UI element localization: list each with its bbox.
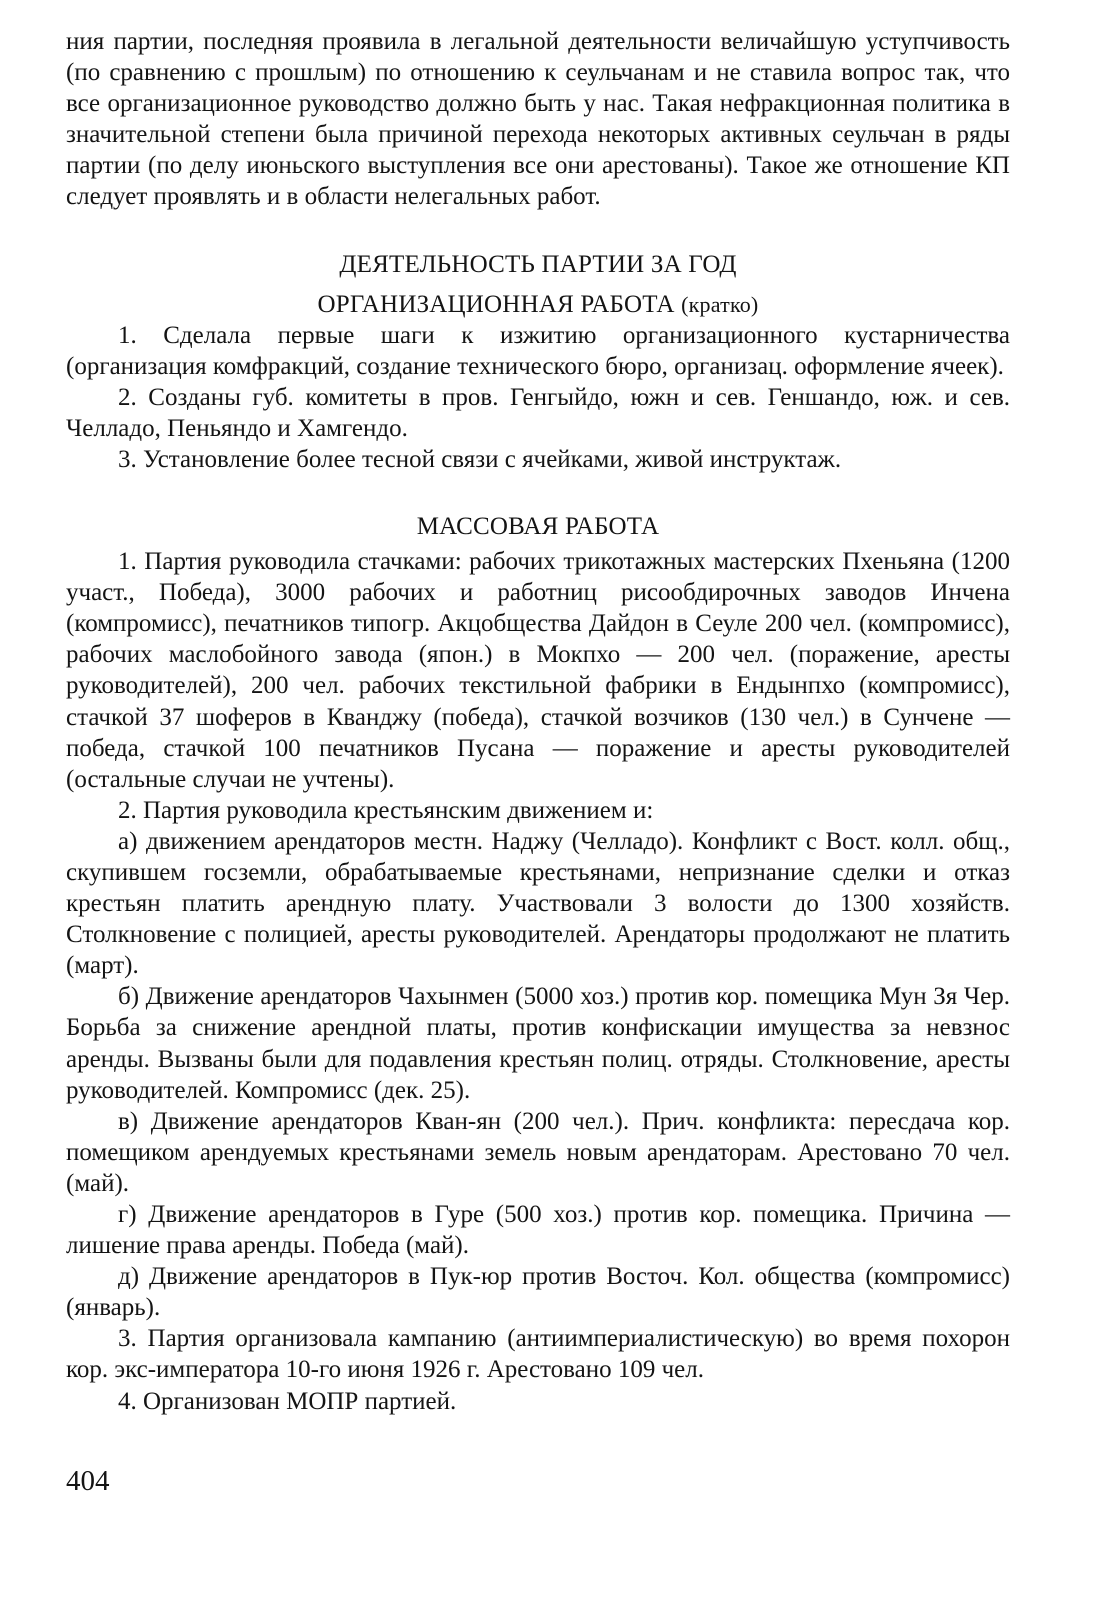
mass-work-item-3: 3. Партия организовала кампанию (антиимпериалистическую) во время похорон кор. экс-императора 10-го июня 1926 г. Арестовано 109 чел. <box>66 1325 1010 1384</box>
org-work-heading-text: ОРГАНИЗАЦИОННАЯ РАБОТА <box>317 290 675 318</box>
mass-work-item-2b: б) Движение арендаторов Чахынмен (5000 хоз.) против кор. помещика Мун Зя Чер. Борьба за снижение арендной платы, против конфискации имущества за невзнос аренды. Вызваны были для подавления крестьян полиц. отряды. Столкновение, аресты руководителей. Компромисс (дек. 25). <box>66 983 1010 1104</box>
org-work-item-3: 3. Установление более тесной связи с ячейками, живой инструктаж. <box>118 445 842 473</box>
section-title: ДЕЯТЕЛЬНОСТЬ ПАРТИИ ЗА ГОД <box>339 250 737 278</box>
mass-work-item-2: 2. Партия руководила крестьянским движением и: <box>118 796 654 824</box>
org-work-item-2: 2. Созданы губ. комитеты в пров. Генгыйдо, южн и сев. Геншандо, юж. и сев. Челладо, Пеньяндо и Хамгендо. <box>66 383 1010 442</box>
mass-work-item-4: 4. Организован МОПР партией. <box>118 1387 457 1415</box>
intro-paragraph: ния партии, последняя проявила в легальной деятельности величайшую уступчивость (по сравнению с прошлым) по отношению к сеульчанам и не ставила вопрос так, что все организационное руководство должно быть у нас. Такая нефракционная политика в значительной степени была причиной перехода некоторых активных сеульчан в ряды партии (по делу июньского выступления все они арестованы). Такое же отношение КП следует проявлять и в области нелегальных работ. <box>66 28 1010 211</box>
page-number: 404 <box>66 1465 110 1497</box>
mass-work-heading: МАССОВАЯ РАБОТА <box>416 513 660 541</box>
document-page <box>66 26 1010 1417</box>
org-work-heading <box>66 289 1010 320</box>
mass-work-item-2c: в) Движение арендаторов Кван-ян (200 чел.). Прич. конфликта: пересдача кор. помещиком арендуемых крестьянами земель новым арендаторам. Арестовано 70 чел. (май). <box>66 1107 1010 1197</box>
mass-work-item-2a: а) движением арендаторов местн. Наджу (Челладо). Конфликт с Вост. колл. общ., скупившем госземли, обрабатываемые крестьянами, непризнание сделки и отказ крестьян платить арендную плату. Участвовали 3 волости до 1300 хозяйств. Столкновение с полицией, аресты руководителей. Арендаторы продолжают не платить (март). <box>66 827 1010 980</box>
org-work-item-1: 1. Сделала первые шаги к изжитию организационного кустарничества (организация комфракций, создание технического бюро, организац. оформление ячеек). <box>66 321 1010 380</box>
mass-work-item-1: 1. Партия руководила стачками: рабочих трикотажных мастерских Пхеньяна (1200 участ., Победа), 3000 рабочих и работниц рисообдирочных заводов Инчена (компромисс), печатников типогр. Акцобщества Дайдон в Сеуле 200 чел. (компромисс), рабочих маслобойного завода (япон.) в Мокпхо — 200 чел. (поражение, аресты руководителей), 200 чел. рабочих текстильной фабрики в Ендынпхо (компромисс), стачкой 37 шоферов в Кванджу (победа), стачкой возчиков (130 чел.) в Сунчене — победа, стачкой 100 печатников Пусана — поражение и аресты руководителей (остальные случаи не учтены). <box>66 548 1010 793</box>
org-work-heading-note: (кратко) <box>681 291 759 317</box>
mass-work-item-2d: г) Движение арендаторов в Гуре (500 хоз.) против кор. помещика. Причина — лишение права аренды. Победа (май). <box>66 1201 1010 1260</box>
mass-work-item-2e: д) Движение арендаторов в Пук-юр против Восточ. Кол. общества (компромисс) (январь). <box>66 1263 1010 1322</box>
